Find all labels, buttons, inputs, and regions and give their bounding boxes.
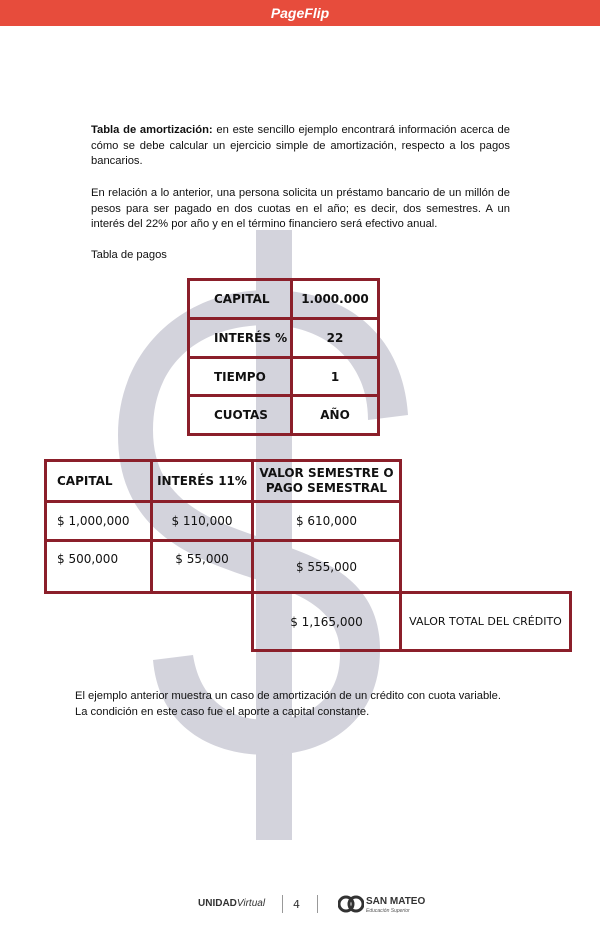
footer — [0, 892, 600, 922]
footer-divider — [282, 895, 283, 913]
table-cell: $ 110,000 — [150, 500, 254, 542]
table-header: VALOR SEMESTRE O PAGO SEMESTRAL — [251, 459, 402, 503]
table-cell: $ 1,000,000 — [44, 500, 153, 542]
table-cell: $ 555,000 — [251, 539, 402, 594]
footer-divider — [317, 895, 318, 913]
table-caption: Tabla de pagos — [91, 249, 167, 261]
table-cell: 1.000.000 — [290, 278, 380, 320]
top-bar — [0, 0, 600, 26]
loan-description: En relación a lo anterior, una persona solicita un préstamo bancario de un millón de pesos para ser pagado en dos cuotas en el año; es decir, dos semestres. A un interés del 22% por año y en el término financiero será efectivo anual. — [91, 187, 510, 231]
table-cell: CAPITAL — [187, 278, 293, 320]
table-cell: $ 610,000 — [251, 500, 402, 542]
total-value-cell: $ 1,165,000 — [251, 591, 402, 652]
total-label-cell: VALOR TOTAL DEL CRÉDITO — [399, 591, 572, 652]
intro-text: en este sencillo ejemplo encontrará información acerca de cómo se debe calcular un ejercicio simple de amortización, respecto a los pagos bancarios. — [91, 124, 510, 168]
conclusion-paragraph: El ejemplo anterior muestra un caso de amortización de un crédito con cuota variable. La condición en este caso fue el aporte a capital constante. — [75, 690, 501, 718]
table-cell: TIEMPO — [187, 356, 293, 397]
intro-heading: Tabla de amortización: — [91, 124, 213, 136]
page-number: 4 — [293, 898, 300, 911]
unidad-virtual-logo: UNIDADVirtual — [198, 898, 266, 909]
table-cell: $ 500,000 — [44, 539, 153, 594]
table-cell: $ 55,000 — [150, 539, 254, 594]
table-header: CAPITAL — [44, 459, 153, 503]
table-cell: AÑO — [290, 394, 380, 436]
table-header: INTERÉS 11% — [150, 459, 254, 503]
institution-subtitle: Educación Superior — [366, 908, 410, 914]
intro-paragraph — [91, 123, 510, 170]
table-cell: 1 — [290, 356, 380, 397]
table-cell: CUOTAS — [187, 394, 293, 436]
table-cell: INTERÉS % — [187, 317, 293, 359]
table-cell: 22 — [290, 317, 380, 359]
app-title: PageFlip — [270, 5, 330, 21]
san-mateo-logo-icon — [338, 894, 364, 914]
institution-name: SAN MATEO — [366, 896, 426, 907]
